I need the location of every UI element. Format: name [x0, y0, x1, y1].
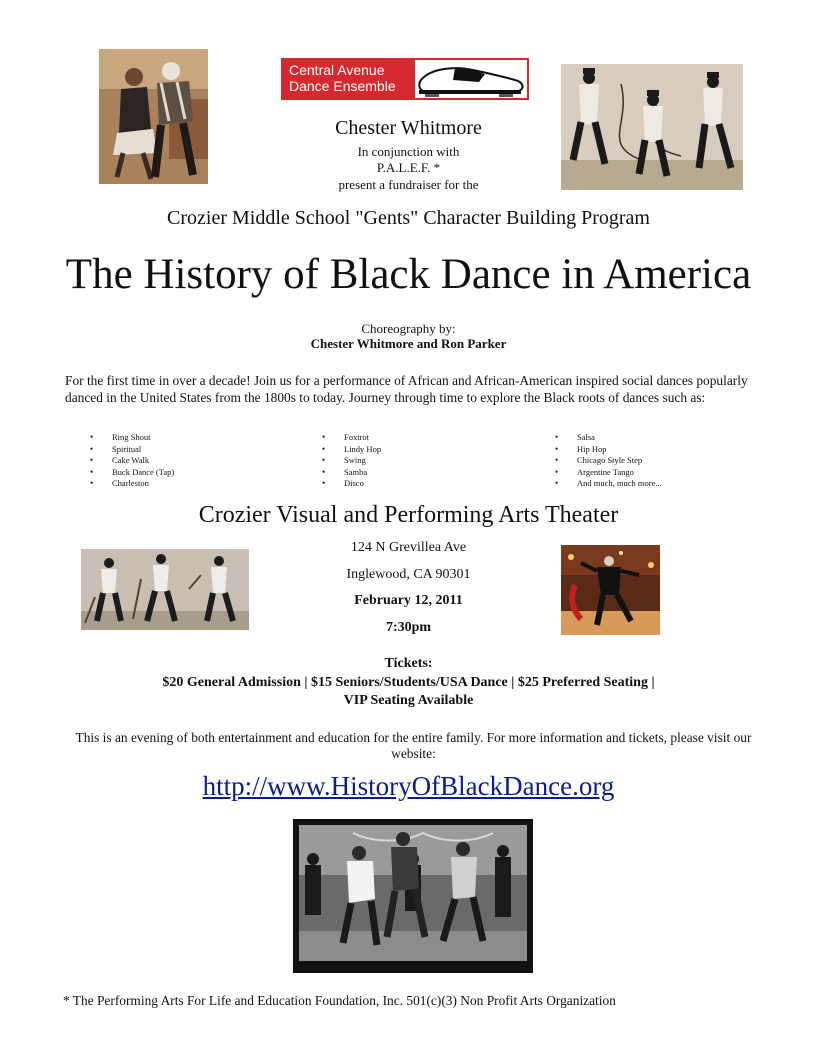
vip-seating: VIP Seating Available	[343, 693, 474, 708]
event-date: February 12, 2011	[354, 593, 463, 608]
list-item: • Spiritual	[90, 444, 174, 456]
dance-list-column-1	[90, 432, 174, 490]
intro-paragraph: For the first time in over a decade! Join us for a performance of African and African-American inspired social dances popularly danced in the United States from the 1800s to today. Journey through time to explore the Black roots of dances such as:	[65, 373, 748, 405]
page-title: The History of Black Dance in America	[65, 251, 752, 298]
presenter-name: Chester Whitmore	[335, 117, 482, 139]
choreography-label: Choreography by:	[361, 321, 456, 336]
dance-list-column-3	[555, 432, 662, 490]
present-line: present a fundraiser for the	[338, 177, 479, 192]
list-item: • Hip Hop	[555, 444, 662, 456]
footnote: * The Performing Arts For Life and Education Foundation, Inc. 501(c)(3) Non Profit Arts Organization	[63, 993, 616, 1008]
stage-couple-photo	[561, 545, 660, 635]
event-time: 7:30pm	[385, 620, 432, 635]
closing-paragraph: This is an evening of both entertainment and education for the entire family. For more information and tickets, please visit our website:	[75, 730, 752, 761]
historic-dance-photo	[293, 819, 533, 973]
venue-address-line-1: 124 N Grevillea Ave	[350, 540, 467, 555]
list-item: • Swing	[322, 455, 381, 467]
cane-dancers-photo	[81, 549, 249, 630]
venue-name: Crozier Visual and Performing Arts Theater	[198, 502, 619, 528]
logo-line-1: Central Avenue	[289, 62, 385, 78]
list-item: • Buck Dance (Tap)	[90, 467, 174, 479]
list-item: • Lindy Hop	[322, 444, 381, 456]
website-link[interactable]: http://www.HistoryOfBlackDance.org	[202, 771, 615, 801]
list-item: • Salsa	[555, 432, 662, 444]
dance-list-column-2	[322, 432, 381, 490]
tickets-heading: Tickets:	[384, 656, 433, 671]
list-item: • And much, much more...	[555, 478, 662, 490]
list-item: • Samba	[322, 467, 381, 479]
logo-line-2: Dance Ensemble	[289, 78, 396, 94]
list-item: • Ring Shout	[90, 432, 174, 444]
central-avenue-dance-ensemble-logo	[281, 58, 529, 100]
choreographer-names: Chester Whitmore and Ron Parker	[310, 336, 507, 351]
list-item: • Disco	[322, 478, 381, 490]
venue-address-line-2: Inglewood, CA 90301	[346, 567, 471, 582]
list-item: • Charleston	[90, 478, 174, 490]
tap-shoe-icon	[415, 60, 527, 98]
list-item: • Chicago Style Step	[555, 455, 662, 467]
program-name: Crozier Middle School "Gents" Character Building Program	[167, 207, 650, 229]
list-item: • Foxtrot	[322, 432, 381, 444]
ticket-prices: $20 General Admission | $15 Seniors/Students/USA Dance | $25 Preferred Seating |	[162, 675, 655, 690]
list-item: • Cake Walk	[90, 455, 174, 467]
partner-name: P.A.L.E.F. *	[376, 160, 441, 175]
conjunction-text: In conjunction with	[357, 144, 460, 159]
list-item: • Argentine Tango	[555, 467, 662, 479]
